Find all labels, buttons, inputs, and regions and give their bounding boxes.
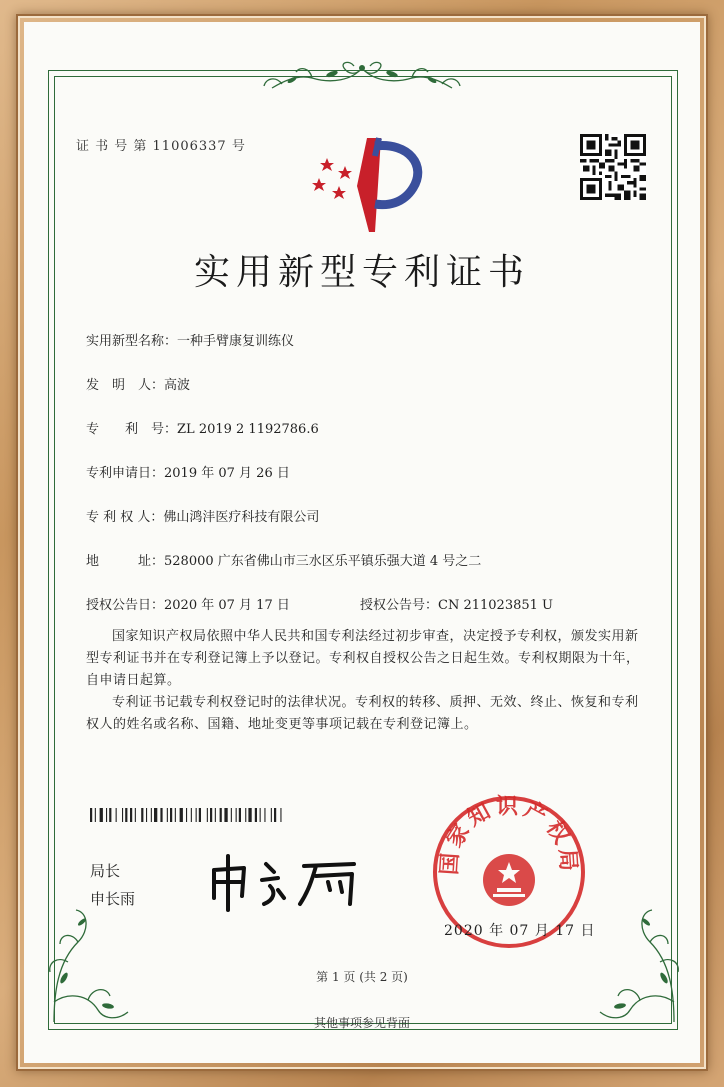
corner-ornament-right-icon (580, 882, 690, 1022)
field-label: 专利申请日： (86, 466, 165, 481)
seal-date: 2020 年 07 月 17 日 (444, 923, 596, 939)
field-application-date (86, 462, 290, 481)
field-value: 一种手臂康复训练仪 (177, 334, 295, 349)
field-label: 专 利 号： (86, 422, 178, 437)
field-address (86, 550, 481, 569)
field-label: 地 址： (86, 554, 165, 569)
certificate-title: 实用新型专利证书 (193, 252, 530, 293)
field-announcement-number (360, 594, 553, 613)
field-value: 佛山鸿沣医疗科技有限公司 (163, 510, 320, 525)
field-label: 专 利 权 人： (86, 510, 164, 525)
field-value: 528000 广东省佛山市三水区乐平镇乐强大道 4 号之二 (164, 554, 482, 569)
field-patentee (86, 506, 319, 525)
field-value: CN 211023851 U (438, 598, 553, 613)
field-value: 2020 年 07 月 17 日 (164, 598, 290, 613)
field-value: ZL 2019 2 1192786.6 (177, 422, 319, 437)
body-paragraph-1: 国家知识产权局依照中华人民共和国专利法经过初步审查，决定授予专利权，颁发实用新型专利证书并在专利登记簿上予以登记。专利权自授权公告之日起生效。专利权期限为十年，自申请日起算。 (86, 629, 640, 688)
field-inventor (86, 374, 190, 393)
signature-icon (204, 846, 374, 916)
field-label: 实用新型名称： (86, 334, 178, 349)
field-label: 授权公告日： (86, 598, 165, 613)
footer-note: 其他事项参见背面 (313, 1016, 410, 1030)
top-ornament-icon (252, 60, 472, 100)
certificate-paper (24, 22, 700, 1063)
qr-code-icon (580, 134, 646, 200)
field-label: 发 明 人： (86, 378, 165, 393)
page-number: 第 1 页 (共 2 页) (316, 970, 408, 984)
patent-office-logo-icon (309, 126, 429, 236)
barcode-icon (90, 808, 350, 822)
field-patent-number (86, 418, 319, 437)
certificate-number: 证 书 号 第 11006337 号 (76, 139, 246, 154)
field-utility-model-name (86, 330, 294, 349)
field-announcement-date (86, 594, 290, 613)
director-title: 局长 (90, 862, 121, 880)
field-label: 授权公告号： (360, 598, 439, 613)
director-name: 申长雨 (90, 890, 136, 908)
field-value: 高波 (164, 378, 191, 393)
body-paragraph-2: 专利证书记载专利权登记时的法律状况。专利权的转移、质押、无效、终止、恢复和专利权人的姓名或名称、国籍、地址变更等事项记载在专利登记簿上。 (86, 695, 639, 732)
seal-text: 国家知识产权局 (437, 794, 581, 876)
field-value: 2019 年 07 月 26 日 (164, 466, 290, 481)
